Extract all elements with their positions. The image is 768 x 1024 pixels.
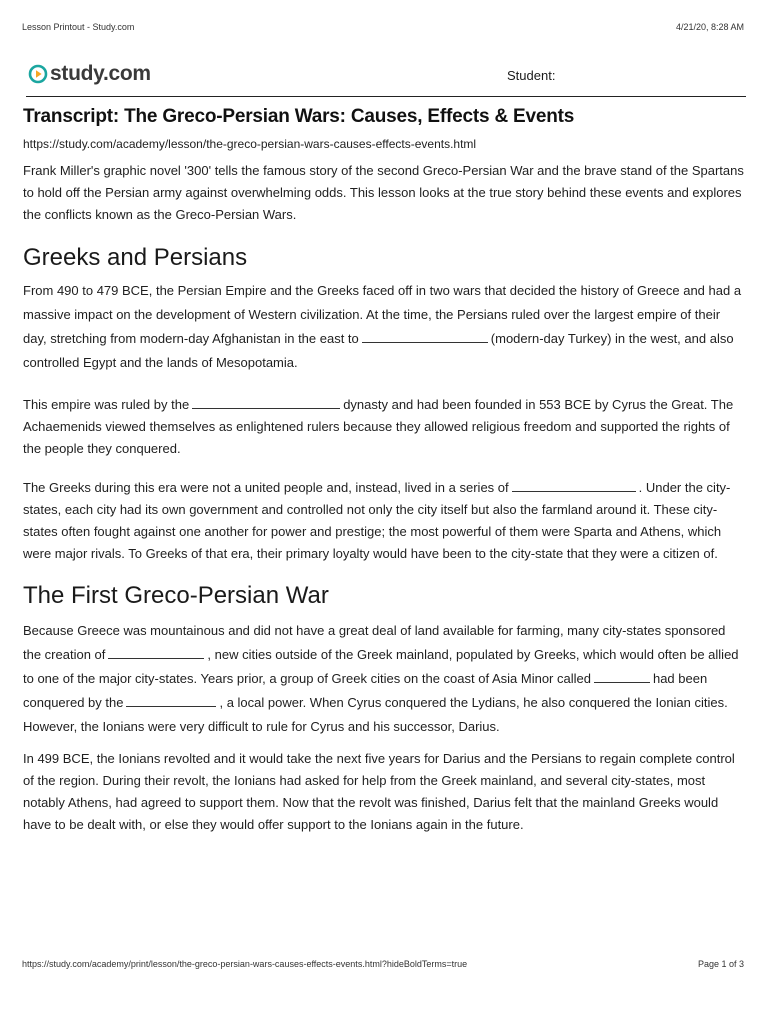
logo-text: study.com [50,62,151,85]
paragraph-text: , a local power. When Cyrus conquered the Lydians, he also conquered the Ionian cities. However, the Ionians were very difficult to rule for Cyrus and his successor, Darius. [23,695,728,734]
section-heading-greeks-persians: Greeks and Persians [23,244,248,271]
intro-paragraph: Frank Miller's graphic novel '300' tells the famous story of the second Greco-Persian War and the brave stand of the Spartans to hold off the Persian army against overwhelming odds. This lesson looks at the true story behind these events and explores the conflicts known as the Greco-Persian Wars. [23,163,744,222]
paragraph-dynasty [23,394,745,460]
page-number: Page 1 of 3 [697,959,744,969]
fill-blank[interactable] [512,479,636,492]
study-logo[interactable] [28,62,151,86]
lesson-url: https://study.com/academy/lesson/the-greco-persian-wars-causes-effects-events.html [23,137,477,151]
print-footer [22,959,744,969]
print-footer-url: https://study.com/academy/print/lesson/the-greco-persian-wars-causes-effects-events.html?hideBoldTerms=true [22,959,468,969]
paragraph-text: dynasty and had been founded in 553 BCE by Cyrus the Great. The Achaemenids viewed themselves as enlightened rulers because they allowed religious freedom and supported the rights of the people they conquered. [23,397,734,456]
page-title: Transcript: The Greco-Persian Wars: Causes, Effects & Events [23,106,575,127]
brand-row [26,60,746,97]
paragraph-text: The Greeks during this era were not a united people and, instead, lived in a series of [23,480,509,495]
paragraph-text: This empire was ruled by the [23,397,190,412]
fill-blank[interactable] [192,396,340,409]
paragraph-text: . Under the city-states, each city had its own government and controlled not only the city itself but also the farmland around it. These city-states often fought against one another for power and prestige; the most powerful of them were Sparta and Athens, which were major rivals. To Greeks of that era, their primary loyalty would have been to the city-state that they were a citizen of. [23,480,731,561]
paragraph-text: From 490 to 479 BCE, the Persian Empire and the Greeks faced off in two wars that decided the history of Greece and had a massive impact on the development of Western civilization. At the time, the Persians ruled over the largest empire of their day, stretching from modern-day Afghanistan in the east to [23,283,742,346]
student-label: Student: [507,68,556,83]
print-header-timestamp: 4/21/20, 8:28 AM [675,22,744,32]
lesson-content [23,105,745,836]
fill-blank[interactable] [594,670,650,683]
paragraph-city-states [23,477,745,565]
paragraph-text: had been conquered by the [23,671,708,710]
paragraph-text: (modern-day Turkey) in the west, and also controlled Egypt and the lands of Mesopotamia. [23,331,734,370]
play-icon [28,64,48,84]
fill-blank[interactable] [108,646,204,659]
paragraph-text: Because Greece was mountainous and did not have a great deal of land available for farming, many city-states sponsored the creation of [23,623,726,662]
paragraph-ionian-revolt: In 499 BCE, the Ionians revolted and it would take the next five years for Darius and the Persians to regain complete control of the region. During their revolt, the Ionians had asked for help from the Greek mainland, and several city-states, most notably Athens, had agreed to support them. Now that the revolt was finished, Darius felt that the mainland Greeks would have to be dealt with, or else they would offer support to the Ionians again in the future. [23,751,735,832]
fill-blank[interactable] [126,694,216,707]
section-heading-first-war: The First Greco-Persian War [23,582,329,609]
fill-blank[interactable] [362,330,488,343]
paragraph-persian-empire [23,279,745,375]
print-header-title: Lesson Printout - Study.com [22,22,135,32]
paragraph-text: , new cities outside of the Greek mainland, populated by Greeks, which would often be allied to one of the major city-states. Years prior, a group of Greek cities on the coast of Asia Minor called [23,647,739,686]
paragraph-colonies [23,619,745,739]
print-header [22,22,744,32]
